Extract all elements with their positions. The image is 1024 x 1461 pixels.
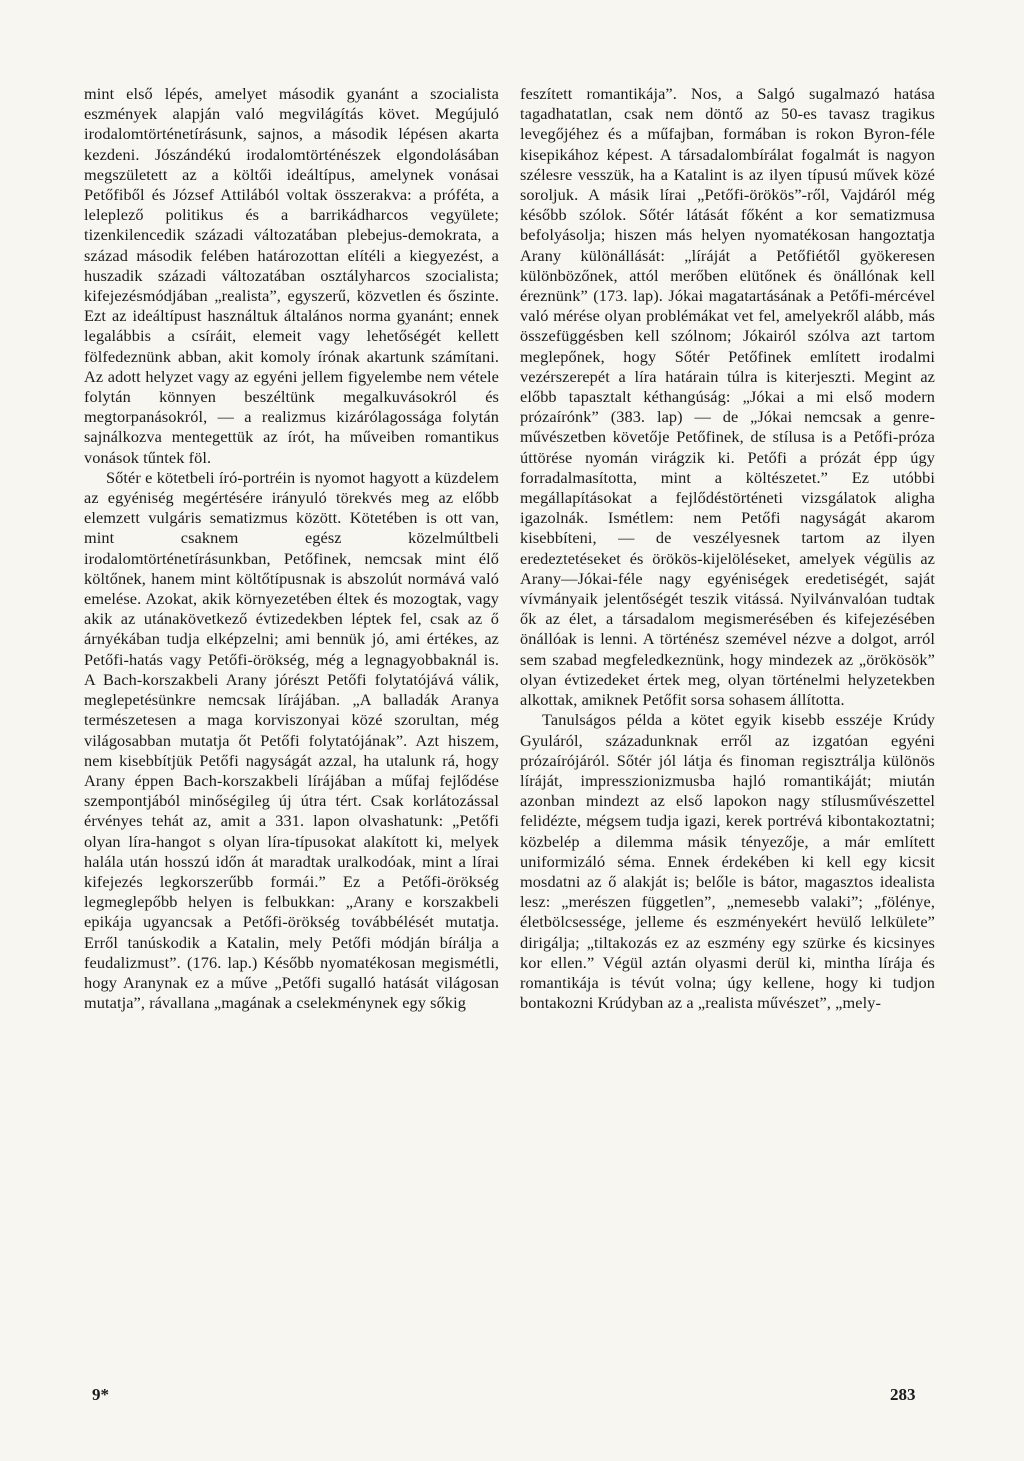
signature-mark: 9* — [92, 1385, 109, 1404]
right-paragraph-2: Tanulságos példa a kötet egyik kisebb esszéje Krúdy Gyuláról, századunknak erről az izgatóan egyéni prózaírójáról. Sőtér jól látja és finoman regisztrálja különös líráját, impresszionizmusba hajló romantikáját; miután azonban mindezt az első lapokon nagy stílusművészettel felidézte, mégsem tudja igazi, kerek portrévá kibontakoztatni; közbelép a dilemma másik tényezője, a már említett uniformizáló séma. Ennek érdekében ki kell egy kicsit mosdatni az ő alakját is; belőle is bátor, magasztos idealista lesz: „merészen független”, „nemesebb valaki”; „fölénye, életbölcsessége, jelleme és eszményekért hevülő lelkülete” dirigálja; „tiltakozás ez az eszmény egy szürke és kicsinyes kor ellen.” Végül aztán olyasmi derül ki, mintha lírája és romantikája is tévút volna; úgy kellene, hogy ki tudjon bontakozni Krúdyban az a „realista művészet”, „mely- — [520, 710, 935, 1013]
page-number: 283 — [890, 1385, 916, 1404]
right-paragraph-1: feszített romantikája”. Nos, a Salgó sugalmazó hatása tagadhatatlan, csak nem döntő az 50-es tavasz tragikus levegőjéhez és a műfajban, formában is rokon Byron-féle kisepikához képest. A társadalombírálat fogalmát is nagyon szélesre vesszük, ha a Katalint is az ilyen típusú művek közé soroljuk. A másik lírai „Petőfi-örökös”-ről, Vajdáról még később szólok. Sőtér látását főként a kor sematizmusa befolyásolja; hiszen más helyen nyomatékosan hangoztatja Arany különállását: „líráját a Petőfiétől gyökeresen különbözőnek, attól merőben elütőnek és önállónak kell éreznünk” (173. lap). Jókai magatartásának a Petőfi-mércével való mérése olyan problémákat vet fel, amelyekről alább, más összefüggésben kell szólnom; Jókairól szólva azt tartom meglepőnek, hogy Sőtér Petőfinek említett irodalmi vezérszerepét a líra határain túlra is kiterjeszti. Megint az előbb tapasztalt kéthangúság: „Jókai a mi első modern prózaírónk” (383. lap) — de „Jókai nemcsak a genre-művészetben követője Petőfinek, de stílusa is a Petőfi-próza úttörése nyomán virágzik ki. Petőfi a prózát épp úgy forradalmasította, mint a költészetet.” Ez utóbbi megállapításokat a fejlődéstörténeti vizsgálatok aligha igazolnák. Ismétlem: nem Petőfi nagyságát akarom kisebbíteni, — de veszélyesnek tartom az ilyen eredeztetéseket és örökös-kijelöléseket, amelyek végülis az Arany—Jókai-féle nagy egyéniségek eredetiségét, saját vívmányaik jelentőségét teszik vitássá. Nyilvánvalóan tudtak ők az élet, a társadalom megismerésében és kifejezésében önállóak is lenni. A történész szemével nézve a dolgot, arról sem szabad megfeledkeznünk, hogy mindezek az „örökösök” olyan évtizedeket értek meg, olyan történelmi helyzetekben alkottak, amiknek Petőfit sorsa sohasem állította. — [520, 84, 935, 710]
right-text-column — [520, 84, 935, 1013]
left-text-column — [84, 84, 499, 1013]
left-paragraph-2: Sőtér e kötetbeli író-portréin is nyomot hagyott a küzdelem az egyéniség megértésére irányuló törekvés meg az előbb elemzett vulgáris sematizmus között. Kötetében is ott van, mint csaknem egész közelmúltbeli irodalomtörténetírásunkban, Petőfinek, nemcsak mint élő költőnek, hanem mint költőtípusnak is abszolút normává való emelése. Azokat, akik környezetében éltek és mozogtak, vagy akik az utánakövetkező évtizedekben léptek fel, csak az ő árnyékában tudja elképzelni; ami bennük jó, ami értékes, az Petőfi-hatás vagy Petőfi-örökség, még a legnagyobbaknál is. A Bach-korszakbeli Arany jórészt Petőfi folytatójává válik, meglepetésünkre nemcsak lírájában. „A balladák Aranya természetesen a maga korviszonyai közé szorultan, még világosabban mutatja őt Petőfi folytatójának”. Azt hiszem, nem kisebbítjük Petőfi nagyságát azzal, ha utalunk rá, hogy Arany éppen Bach-korszakbeli lírájában a műfaj fejlődése szempontjából minőségileg új útra tért. Csak korlátozással érvényes tehát az, amit a 331. lapon olvashatunk: „Petőfi olyan líra-hangot s olyan líra-típusokat alakított ki, melyek halála után hosszú időn át maradtak uralkodóak, mint a lírai kifejezés legkorszerűbb formái.” Ez a Petőfi-örökség legmeglepőbb helyen is felbukkan: „Arany e korszakbeli epikája ugyancsak a Petőfi-örökség továbbélését mutatja. Erről tanúskodik a Katalin, mely Petőfi módján bírálja a feudalizmust”. (176. lap.) Később nyomatékosan megismétli, hogy Aranynak ez a műve „Petőfi sugalló hatását világosan mutatja”, rávallana „magának a cselekménynek egy sőkig — [84, 467, 499, 1013]
left-paragraph-1: mint első lépés, amelyet második gyanánt a szocialista eszmények alapján való megvilágítás követ. Megújuló irodalomtörténetírásunk, sajnos, a második lépésen akarta kezdeni. Jószándékú irodalomtörténészek elgondolásában megszületett az a költői ideáltípus, amelynek vonásai Petőfiből és József Attilából voltak összerakva: a próféta, a leleplező politikus és a barrikádharcos vegyülete; tizenkilencedik századi változatában plebejus-demokrata, a század második felében határozottan elítéli a kiegyezést, a huszadik századi változatában osztályharcos szocialista; kifejezésmódjában „realista”, egyszerű, közvetlen és őszinte. Ezt az ideáltípust használtuk általános norma gyanánt; ennek legalábbis a csíráit, elemeit vagy lehetőségét kellett fölfedeznünk abban, akit komoly írónak akartunk számítani. Az adott helyzet vagy az egyéni jellem figyelembe nem vétele folytán könnyen beszéltünk megalkuvásokról és megtorpanásokról, — a realizmus kizárólagossága folytán sajnálkozva mentegettük az írót, ha műveiben romantikus vonások tűntek föl. — [84, 84, 499, 467]
